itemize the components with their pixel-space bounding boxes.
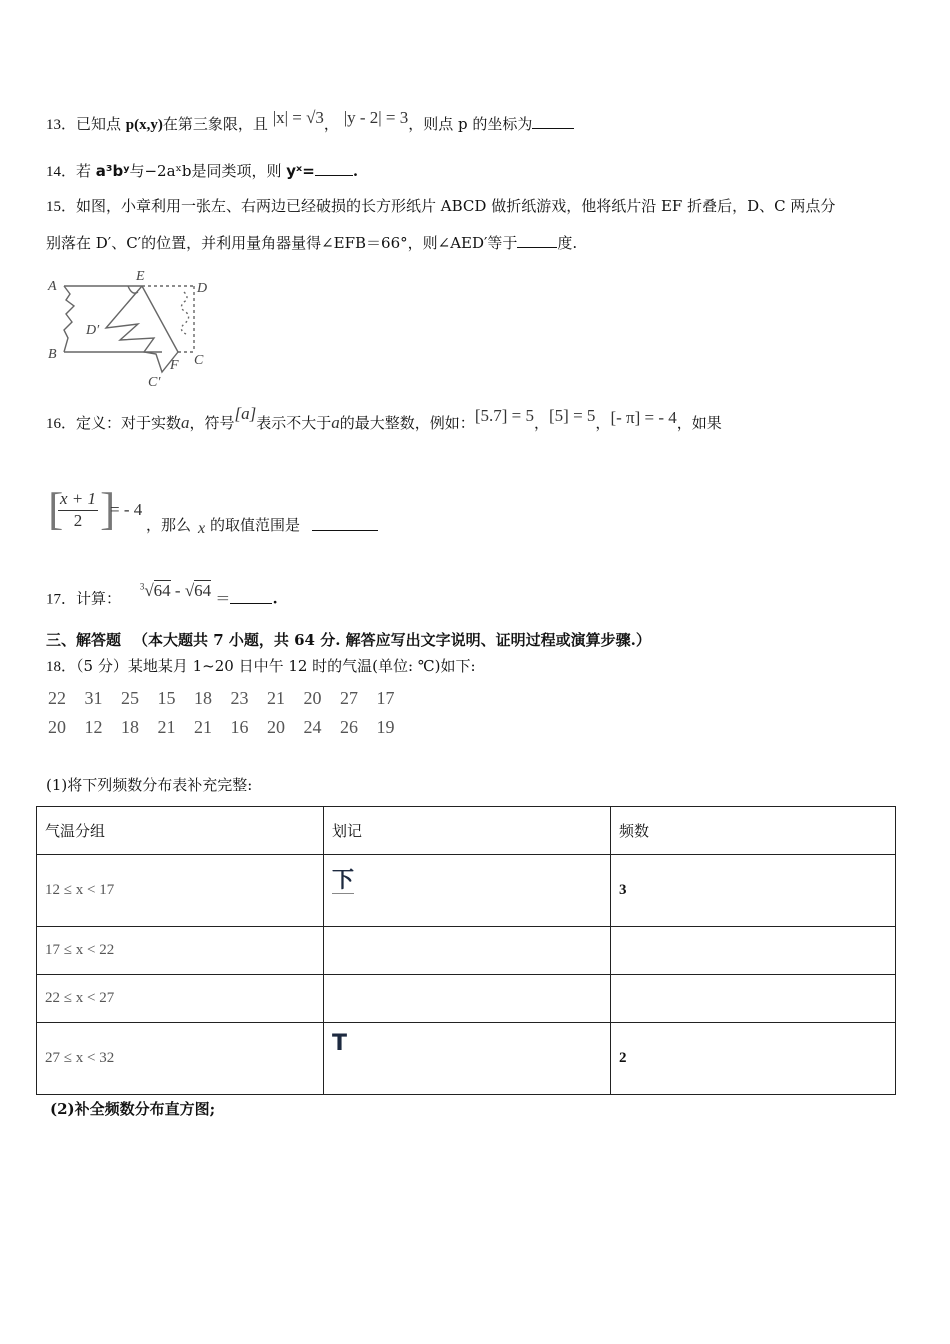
question-16: 16．定义：对于实数a，符号[a]表示不大于a的最大整数，例如：[5.7] = 5，[5] = 5，[- π] = - 4，如果	[46, 404, 722, 432]
table-row: 17 ≤ x < 22	[37, 927, 896, 975]
cube-root-expression: $^3$√64 - √64	[139, 580, 212, 600]
label-D-prime: D′	[86, 323, 100, 338]
table-row: 22 ≤ x < 27	[37, 975, 896, 1023]
question-16-condition: [ $\frac{x + 1}{2}$ ] = - 4 ，那么 x 的取值范围是	[48, 486, 568, 536]
label-C: C	[194, 353, 204, 368]
table-header-row	[37, 807, 896, 855]
tally-mark: T	[332, 1031, 348, 1056]
count-cell[interactable]	[611, 975, 896, 1023]
count-cell[interactable]	[611, 927, 896, 975]
question-15-line-1: 15．如图，小章利用一张左、右两边已经破损的长方形纸片 ABCD 做折纸游戏，他将纸片沿 EF 折叠后，D、C 两点分	[46, 197, 836, 215]
frequency-table	[36, 806, 896, 1095]
count-cell[interactable]: 2	[611, 1023, 896, 1095]
question-17: 17．计算： $^3$√64 - √64 ＝ .	[46, 580, 278, 608]
label-C-prime: C′	[148, 375, 161, 390]
header-tally: 划记	[324, 807, 611, 855]
tally-cell[interactable]	[324, 927, 611, 975]
question-18-part-1: (1)将下列频数分布表补充完整:	[46, 776, 253, 794]
question-18-part-2: (2)补全频数分布直方图;	[50, 1100, 216, 1118]
fraction-denominator: 2	[73, 511, 83, 530]
header-group: 气温分组	[37, 807, 324, 855]
label-D: D	[197, 281, 208, 296]
question-14: 14．若 a³bʸ与−2aˣb是同类项，则 yˣ= .	[46, 162, 359, 180]
tally-cell[interactable]	[324, 975, 611, 1023]
fraction-numerator: x + 1	[58, 489, 98, 511]
equation-abs-x: |x| = √3	[272, 108, 324, 127]
answer-blank[interactable]	[312, 516, 378, 531]
label-B: B	[48, 347, 57, 362]
question-15-line-2: 别落在 D′、C′的位置，并利用量角器量得∠EFB＝66°，则∠AED′等于 度.	[46, 234, 578, 252]
header-count: 频数	[611, 807, 896, 855]
temperature-row-2: 20 12 18 21 21 16 20 24 26 19	[48, 717, 395, 737]
answer-blank[interactable]	[532, 114, 574, 129]
tally-mark: 下	[332, 868, 355, 893]
temperature-row-1: 22 31 25 15 18 23 21 20 27 17	[48, 688, 395, 708]
count-cell[interactable]: 3	[611, 855, 896, 927]
label-E: E	[136, 269, 145, 284]
label-F: F	[170, 358, 179, 373]
fraction	[58, 489, 98, 531]
table-row: 27 ≤ x < 32 T 2	[37, 1023, 896, 1095]
answer-blank[interactable]	[315, 161, 353, 176]
equation-abs-y: |y - 2| = 3	[343, 108, 409, 127]
section-3-heading: 三、解答题 （本大题共 7 小题，共 64 分. 解答应写出文字说明、证明过程或演算步骤.）	[46, 631, 651, 649]
tally-cell[interactable]	[324, 1023, 611, 1095]
tally-cell[interactable]	[324, 855, 611, 927]
answer-blank[interactable]	[230, 589, 272, 604]
label-A: A	[48, 279, 57, 294]
question-13: 13．已知点 p(x,y)在第三象限，且 |x| = √3， |y - 2| = 3，则点 p 的坐标为	[46, 114, 574, 135]
folding-figure	[44, 266, 224, 390]
answer-blank[interactable]	[517, 233, 557, 248]
table-row: 12 ≤ x < 17 下 3	[37, 855, 896, 927]
question-18: 18．（5 分）某地某月 1~20 日中午 12 时的气温(单位: ℃)如下:	[46, 657, 476, 675]
